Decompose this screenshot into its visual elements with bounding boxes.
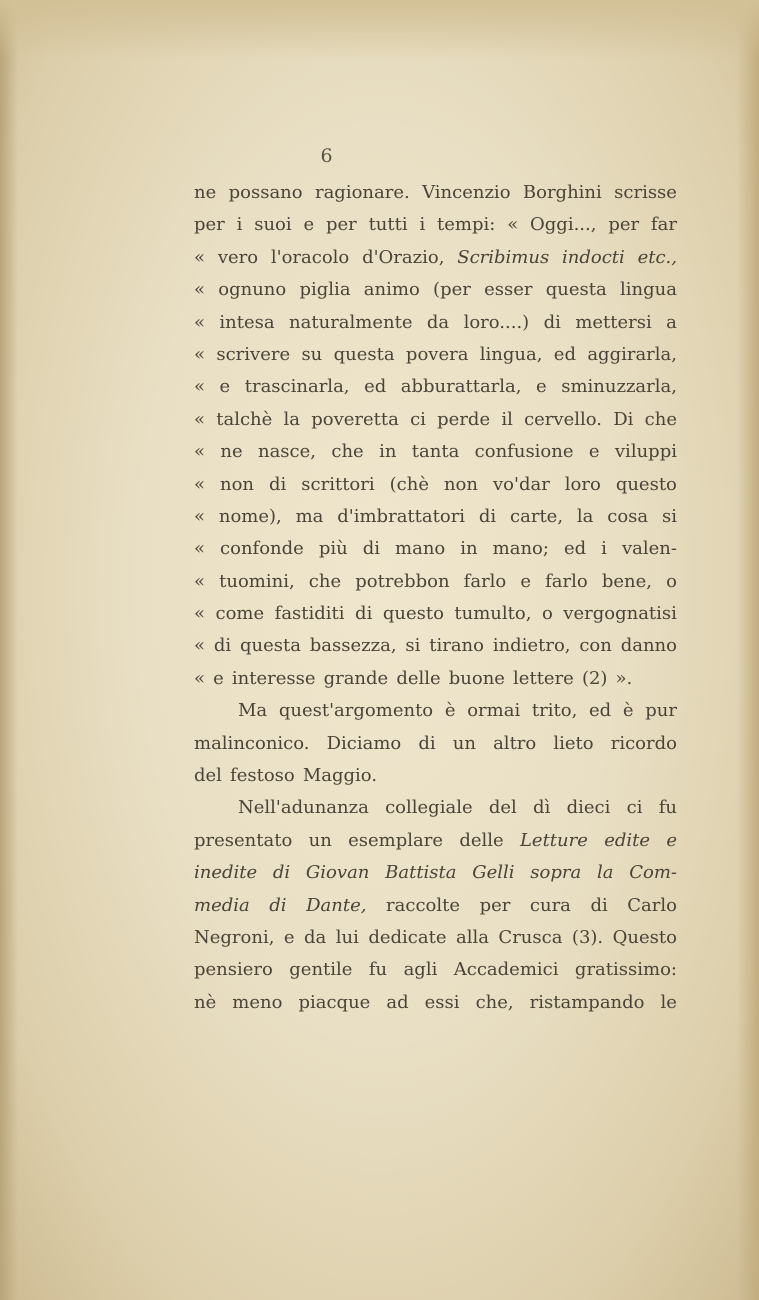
word: ». [615,667,633,689]
word: « [194,408,206,430]
text-line [194,404,677,436]
word: « [194,505,206,527]
word: d'imbrattatori [337,505,466,527]
text-line [194,987,677,1019]
text-line [194,501,677,533]
text-line [194,857,677,889]
word: la [596,862,614,884]
word: Crusca [498,926,563,948]
word: ognuno [218,279,287,301]
word: nè [194,991,217,1013]
word: bene, [601,570,652,592]
word: dì [533,797,551,819]
word: (chè [389,473,429,495]
word: per [479,894,511,916]
word: intesa [219,311,275,333]
word: d'Orazio, [362,246,445,268]
word: questa [545,279,607,301]
word: Letture [519,829,588,851]
word: raccolte [386,894,461,916]
word: Ma [238,700,268,722]
word: come [215,603,265,625]
word: potrebbon [355,570,450,592]
text-line [194,728,677,760]
word: « [194,635,206,657]
word: Vincenzio [422,182,511,203]
word: indietro, [492,635,571,657]
word: cosa [607,505,649,527]
word: è [444,700,456,722]
word: che [331,441,364,463]
word: ed [553,343,576,365]
word: fastiditi [274,603,345,625]
word: fu [658,797,677,819]
word: questa [239,635,301,657]
word: e [666,829,677,851]
word: lettere [513,667,574,689]
page-edge-shadow-left [0,0,18,1300]
word: povera [405,343,469,365]
word: la [576,505,594,527]
text-line [194,274,677,306]
word: « [194,376,206,398]
word: sopra [530,862,582,884]
text-line [194,922,677,954]
word: meno [232,991,283,1013]
word: ormai [467,700,521,722]
text-line [194,598,677,630]
word: del [194,765,222,787]
word: trito, [531,700,578,722]
page-edge-shadow-top [0,0,759,60]
word: tutti [368,214,408,236]
word: « [194,343,206,365]
word: e [283,926,295,948]
word: media [194,894,250,916]
word: o [541,603,553,625]
word: Oggi..., [530,214,597,236]
word: interesse [231,667,316,689]
word: la [283,408,301,430]
word: per [194,214,225,236]
text-line [194,307,677,339]
word: ci [410,408,426,430]
word: « [194,473,206,495]
word: alla [455,926,489,948]
word: (3). [571,926,604,948]
word: pur [645,700,677,722]
text-line [194,436,677,468]
word: grande [323,667,389,689]
word: per [608,214,640,236]
word: farlo [463,570,507,592]
word: « [194,603,206,625]
word: delle [459,829,504,851]
word: esser [484,279,533,301]
word: a [666,311,677,333]
word: che [644,408,677,430]
word: questo [615,473,677,495]
word: di [543,311,561,333]
word: aggirarla, [587,343,677,365]
word: gentile [289,959,353,981]
word: poveretta [311,408,399,430]
word: di [213,635,232,657]
word: talchè [216,408,273,430]
word: (2) [581,667,608,689]
word: trascinarla, [244,376,350,398]
text-line [194,177,677,209]
word: in [460,538,478,560]
word: « [194,570,206,592]
word: scrisse [614,182,677,203]
word: nasce, [257,441,317,463]
word: o [666,570,677,592]
word: esemplare [348,829,443,851]
word: « [194,441,206,463]
word: Giovan [305,862,370,884]
word: « [194,279,206,301]
word: ci [626,797,643,819]
word: e [219,376,231,398]
word: questa [333,343,395,365]
word: vo'dar [492,473,550,495]
word: Maggio. [302,765,378,787]
word: di [590,894,608,916]
word: animo [363,279,420,301]
word: far [650,214,677,236]
word: da [304,926,327,948]
word: scrittori [301,473,375,495]
word: è [622,700,634,722]
word: confonde [220,538,304,560]
word: Nell'adunanza [238,797,369,819]
word: un [452,732,476,754]
word: scrivere [216,343,291,365]
word: lui [335,926,359,948]
word: l'oracolo [270,246,350,268]
word: e [520,570,532,592]
word: si [405,635,421,657]
word: bassezza, [309,635,397,657]
page-number: 6 [320,145,333,167]
text-line [194,339,677,371]
text-line [194,371,677,403]
word: e [588,441,600,463]
word: tumulto, [454,603,532,625]
word: ragionare. [314,182,410,203]
word: Dante, [306,894,367,916]
word: Scribimus [457,246,550,268]
word: ed [589,700,612,722]
word: dieci [566,797,611,819]
word: i [419,214,426,236]
word: perde [437,408,491,430]
word: indocti [561,246,625,268]
word: edite [604,829,651,851]
text-line [194,695,677,727]
word: lingua [619,279,677,301]
word: danno [620,635,677,657]
word: ricordo [610,732,677,754]
text-line [194,533,677,565]
word: tempi: [437,214,496,236]
word: di [418,732,436,754]
word: abburattarla, [400,376,522,398]
word: « [194,311,206,333]
word: Di [613,408,634,430]
word: Com- [629,862,677,884]
word: sminuzzarla, [561,376,677,398]
word: piacque [298,991,371,1013]
word: ed [364,376,387,398]
word: « [194,246,206,268]
word: presentato [194,829,293,851]
word: le [660,991,677,1013]
text-line [194,630,677,662]
word: il [501,408,513,430]
word: più [318,538,348,560]
word: Carlo [627,894,677,916]
word: fu [368,959,388,981]
word: del [488,797,517,819]
word: mano [395,538,446,560]
word: lingua, [479,343,543,365]
word: loro....) [463,311,530,333]
word: mano; [492,538,549,560]
word: loro [564,473,601,495]
word: festoso [230,765,295,787]
word: possano [228,182,303,203]
word: per [325,214,357,236]
word: Accademici [453,959,559,981]
word: Borghini [522,182,602,203]
word: ed [563,538,587,560]
text-line [194,209,677,241]
text-line [194,792,677,824]
text-line [194,469,677,501]
word: ad [386,991,409,1013]
word: lieto [553,732,594,754]
word: naturalmente [289,311,413,333]
page-edge-shadow-right [737,0,759,1300]
word: « [194,538,206,560]
word: da [426,311,450,333]
word: un [308,829,332,851]
word: con [579,635,612,657]
word: di [355,603,373,625]
word: tuomini, [219,570,295,592]
word: quest'argomento [278,700,434,722]
word: essi [424,991,460,1013]
word: pensiero [194,959,273,981]
word: mettersi [575,311,652,333]
word: ne [220,441,243,463]
word: altro [493,732,537,754]
word: nome), [218,505,282,527]
text-line [194,566,677,598]
text-line [194,242,677,274]
word: ma [295,505,324,527]
word: Diciamo [326,732,402,754]
text-line [194,954,677,986]
word: piglia [299,279,351,301]
word: questo [382,603,444,625]
word: i [236,214,243,236]
word: ristampando [529,991,645,1013]
word: Gelli [472,862,515,884]
word: e [303,214,315,236]
body-text [194,177,677,1019]
word: (per [433,279,471,301]
word: cura [529,894,571,916]
word: vero [217,246,259,268]
word: agli [403,959,438,981]
word: su [301,343,323,365]
word: « [194,667,206,689]
word: farlo [545,570,588,592]
word: e [536,376,547,398]
word: delle [396,667,441,689]
word: di [478,505,497,527]
word: che, [475,991,514,1013]
word: in [379,441,397,463]
word: e [213,667,224,689]
word: di [362,538,380,560]
word: che [308,570,342,592]
word: Questo [612,926,677,948]
word: si [661,505,677,527]
word: buone [448,667,505,689]
word: tanta [411,441,460,463]
word: carte, [510,505,564,527]
word: di [269,473,287,495]
word: confusione [474,441,574,463]
word: viluppi [614,441,677,463]
word: ne [194,182,217,203]
word: non [443,473,478,495]
word: non [220,473,255,495]
word: « [507,214,519,236]
word: Negroni, [194,926,275,948]
word: dedicate [368,926,447,948]
text-line [194,890,677,922]
word: gratissimo: [574,959,677,981]
word: i [601,538,607,560]
word: suoi [254,214,292,236]
text-line [194,760,677,792]
word: collegiale [385,797,473,819]
word: etc., [637,246,677,268]
word: cervello. [524,408,602,430]
word: tirano [429,635,484,657]
text-line [194,825,677,857]
word: di [272,862,291,884]
word: vergognatisi [563,603,677,625]
word: malinconico. [194,732,310,754]
word: di [269,894,287,916]
word: valen- [621,538,677,560]
word: Battista [385,862,457,884]
text-line [194,663,677,695]
word: inedite [194,862,258,884]
